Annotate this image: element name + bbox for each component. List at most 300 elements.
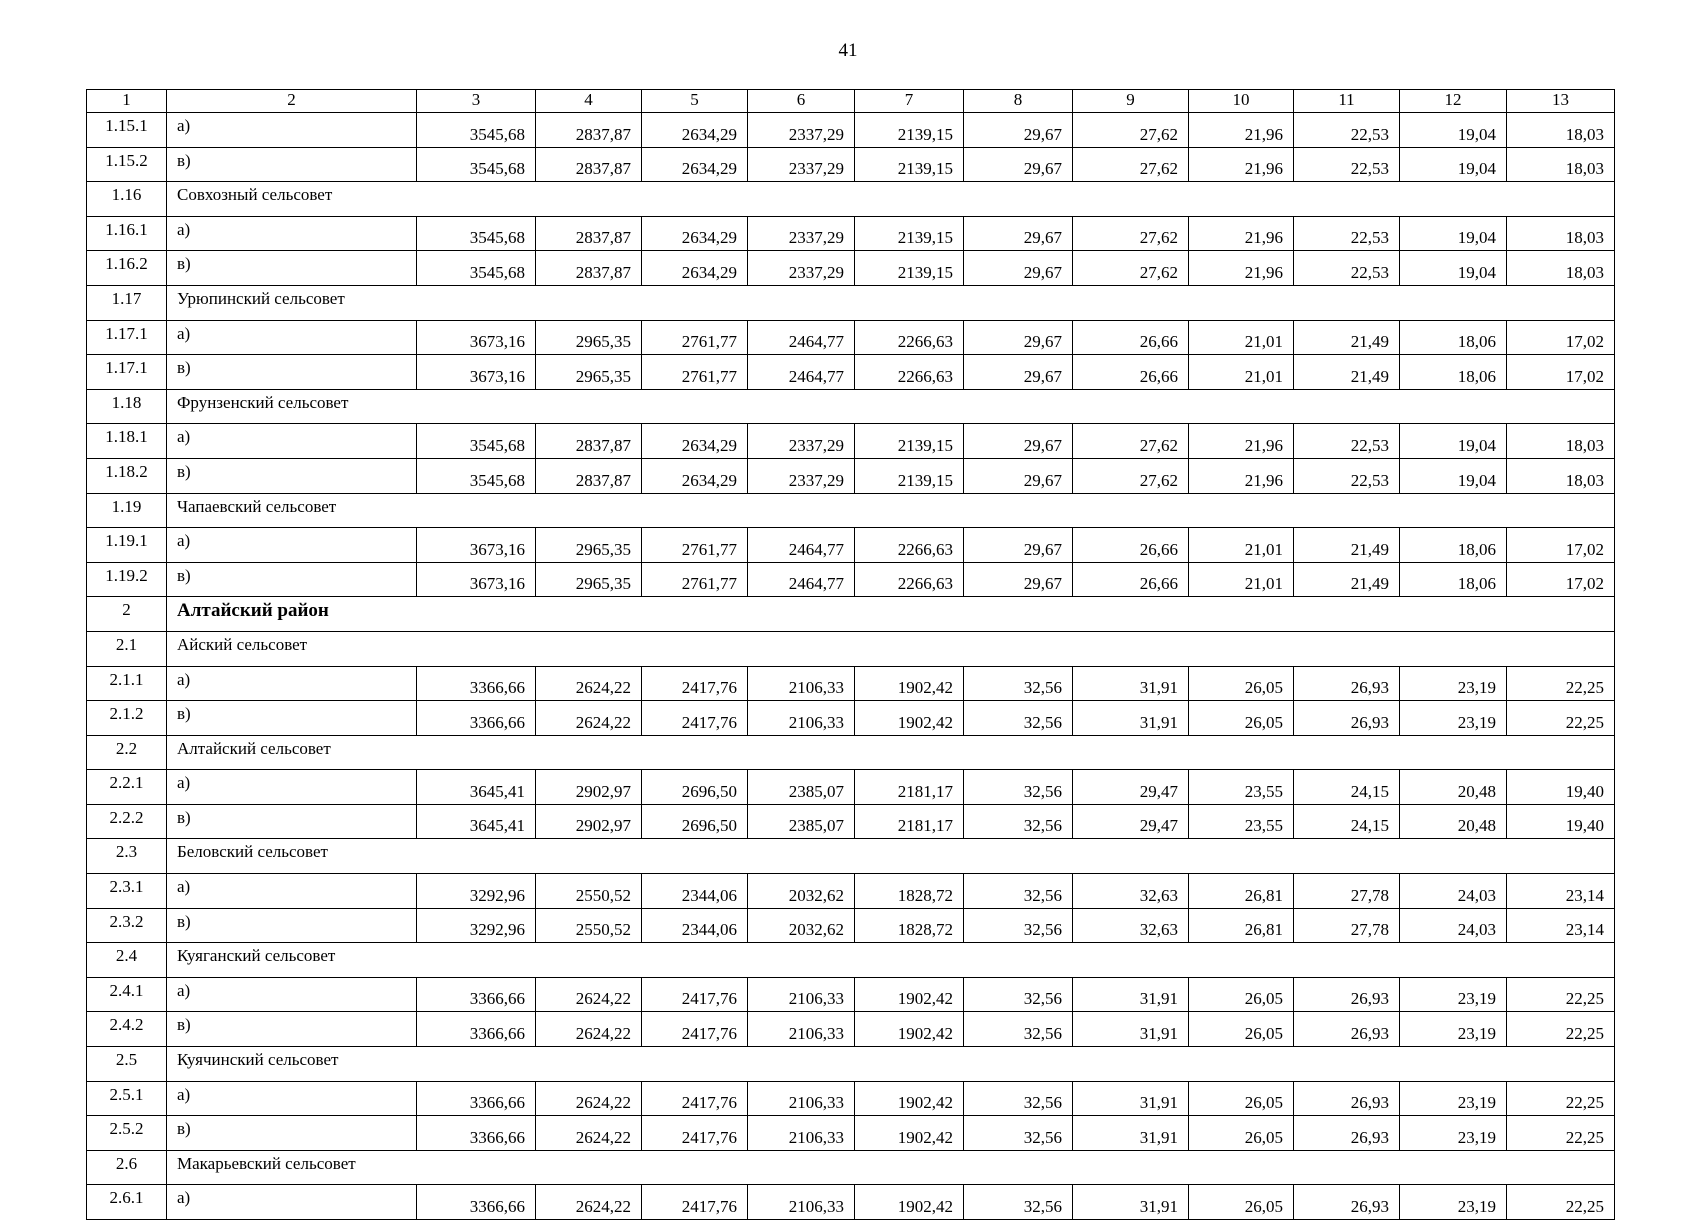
- table-row: [87, 251, 1615, 286]
- value-cell: 2417,76: [642, 666, 748, 701]
- value-cell: 32,56: [964, 1185, 1073, 1220]
- table-row: [87, 528, 1615, 563]
- column-number-header: 8: [964, 90, 1073, 113]
- value-cell: 27,62: [1073, 458, 1189, 493]
- row-subitem-label: а): [167, 424, 417, 459]
- value-cell: 2417,76: [642, 1185, 748, 1220]
- settlement-name: Макарьевский сельсовет: [167, 1150, 1615, 1185]
- row-code: 2.5: [87, 1047, 167, 1082]
- value-cell: 22,25: [1507, 977, 1615, 1012]
- tariff-table: [86, 89, 1615, 1220]
- value-cell: 2385,07: [748, 804, 855, 839]
- settlement-row: [87, 943, 1615, 978]
- value-cell: 3545,68: [417, 147, 536, 182]
- value-cell: 32,56: [964, 874, 1073, 909]
- row-code: 1.16: [87, 182, 167, 217]
- value-cell: 19,04: [1400, 147, 1507, 182]
- value-cell: 3673,16: [417, 320, 536, 355]
- value-cell: 29,67: [964, 528, 1073, 563]
- value-cell: 2181,17: [855, 770, 964, 805]
- value-cell: 23,19: [1400, 1081, 1507, 1116]
- value-cell: 2464,77: [748, 355, 855, 390]
- value-cell: 18,06: [1400, 528, 1507, 563]
- row-code: 1.17: [87, 285, 167, 320]
- row-code: 1.19.2: [87, 562, 167, 597]
- value-cell: 2417,76: [642, 1116, 748, 1151]
- table-row: [87, 1116, 1615, 1151]
- value-cell: 21,96: [1189, 113, 1294, 148]
- value-cell: 2624,22: [536, 701, 642, 736]
- value-cell: 2761,77: [642, 320, 748, 355]
- value-cell: 2139,15: [855, 424, 964, 459]
- value-cell: 29,67: [964, 320, 1073, 355]
- value-cell: 19,40: [1507, 804, 1615, 839]
- value-cell: 21,96: [1189, 424, 1294, 459]
- value-cell: 2266,63: [855, 562, 964, 597]
- value-cell: 3645,41: [417, 804, 536, 839]
- row-code: 2.6: [87, 1150, 167, 1185]
- row-code: 1.15.2: [87, 147, 167, 182]
- value-cell: 26,05: [1189, 701, 1294, 736]
- value-cell: 26,05: [1189, 666, 1294, 701]
- value-cell: 32,56: [964, 1081, 1073, 1116]
- value-cell: 2417,76: [642, 701, 748, 736]
- value-cell: 29,67: [964, 458, 1073, 493]
- settlement-row: [87, 182, 1615, 217]
- value-cell: 32,63: [1073, 908, 1189, 943]
- row-subitem-label: а): [167, 216, 417, 251]
- settlement-name: Беловский сельсовет: [167, 839, 1615, 874]
- value-cell: 32,56: [964, 666, 1073, 701]
- row-code: 2.4.2: [87, 1012, 167, 1047]
- value-cell: 2634,29: [642, 216, 748, 251]
- value-cell: 2106,33: [748, 977, 855, 1012]
- table-row: [87, 666, 1615, 701]
- value-cell: 2417,76: [642, 1012, 748, 1047]
- value-cell: 26,81: [1189, 874, 1294, 909]
- value-cell: 32,56: [964, 1012, 1073, 1047]
- value-cell: 1902,42: [855, 1081, 964, 1116]
- value-cell: 2417,76: [642, 1081, 748, 1116]
- value-cell: 2139,15: [855, 113, 964, 148]
- value-cell: 2634,29: [642, 147, 748, 182]
- value-cell: 22,53: [1294, 216, 1400, 251]
- settlement-row: [87, 493, 1615, 528]
- row-subitem-label: а): [167, 666, 417, 701]
- value-cell: 1828,72: [855, 874, 964, 909]
- row-code: 1.15.1: [87, 113, 167, 148]
- value-cell: 18,06: [1400, 355, 1507, 390]
- value-cell: 2344,06: [642, 874, 748, 909]
- table-row: [87, 458, 1615, 493]
- row-subitem-label: в): [167, 701, 417, 736]
- value-cell: 2139,15: [855, 216, 964, 251]
- value-cell: 18,03: [1507, 251, 1615, 286]
- row-code: 1.19.1: [87, 528, 167, 563]
- value-cell: 2550,52: [536, 908, 642, 943]
- value-cell: 23,55: [1189, 770, 1294, 805]
- value-cell: 2761,77: [642, 355, 748, 390]
- value-cell: 26,66: [1073, 528, 1189, 563]
- value-cell: 1902,42: [855, 1116, 964, 1151]
- value-cell: 2139,15: [855, 458, 964, 493]
- row-subitem-label: а): [167, 320, 417, 355]
- row-subitem-label: в): [167, 1012, 417, 1047]
- value-cell: 22,53: [1294, 251, 1400, 286]
- row-subitem-label: в): [167, 355, 417, 390]
- table-row: [87, 1081, 1615, 1116]
- value-cell: 3545,68: [417, 424, 536, 459]
- value-cell: 31,91: [1073, 1116, 1189, 1151]
- value-cell: 1902,42: [855, 666, 964, 701]
- row-subitem-label: а): [167, 113, 417, 148]
- value-cell: 29,67: [964, 562, 1073, 597]
- value-cell: 2634,29: [642, 113, 748, 148]
- value-cell: 2624,22: [536, 1081, 642, 1116]
- value-cell: 3545,68: [417, 216, 536, 251]
- value-cell: 21,96: [1189, 147, 1294, 182]
- table-row: [87, 701, 1615, 736]
- row-code: 2.1.2: [87, 701, 167, 736]
- value-cell: 2761,77: [642, 562, 748, 597]
- value-cell: 26,05: [1189, 1012, 1294, 1047]
- row-subitem-label: в): [167, 458, 417, 493]
- value-cell: 23,55: [1189, 804, 1294, 839]
- value-cell: 31,91: [1073, 1185, 1189, 1220]
- value-cell: 26,93: [1294, 701, 1400, 736]
- value-cell: 2837,87: [536, 251, 642, 286]
- settlement-row: [87, 839, 1615, 874]
- table-row: [87, 770, 1615, 805]
- row-code: 2.5.2: [87, 1116, 167, 1151]
- value-cell: 2837,87: [536, 458, 642, 493]
- settlement-name: Куячинский сельсовет: [167, 1047, 1615, 1082]
- value-cell: 26,66: [1073, 562, 1189, 597]
- value-cell: 27,78: [1294, 908, 1400, 943]
- value-cell: 26,05: [1189, 1185, 1294, 1220]
- value-cell: 1902,42: [855, 701, 964, 736]
- settlement-name: Фрунзенский сельсовет: [167, 389, 1615, 424]
- value-cell: 2550,52: [536, 874, 642, 909]
- row-code: 1.19: [87, 493, 167, 528]
- value-cell: 2032,62: [748, 874, 855, 909]
- value-cell: 23,19: [1400, 977, 1507, 1012]
- row-code: 1.18.1: [87, 424, 167, 459]
- value-cell: 2634,29: [642, 458, 748, 493]
- value-cell: 2902,97: [536, 804, 642, 839]
- value-cell: 20,48: [1400, 770, 1507, 805]
- value-cell: 31,91: [1073, 1081, 1189, 1116]
- value-cell: 26,66: [1073, 320, 1189, 355]
- value-cell: 23,19: [1400, 1012, 1507, 1047]
- value-cell: 2385,07: [748, 770, 855, 805]
- value-cell: 22,25: [1507, 1081, 1615, 1116]
- table-row: [87, 804, 1615, 839]
- value-cell: 1902,42: [855, 977, 964, 1012]
- value-cell: 32,63: [1073, 874, 1189, 909]
- value-cell: 31,91: [1073, 666, 1189, 701]
- value-cell: 27,62: [1073, 147, 1189, 182]
- row-subitem-label: в): [167, 804, 417, 839]
- row-code: 2.4: [87, 943, 167, 978]
- value-cell: 22,53: [1294, 113, 1400, 148]
- value-cell: 1902,42: [855, 1012, 964, 1047]
- settlement-row: [87, 735, 1615, 770]
- value-cell: 29,47: [1073, 804, 1189, 839]
- value-cell: 31,91: [1073, 977, 1189, 1012]
- value-cell: 21,01: [1189, 528, 1294, 563]
- row-code: 2.6.1: [87, 1185, 167, 1220]
- value-cell: 2696,50: [642, 804, 748, 839]
- table-row: [87, 1185, 1615, 1220]
- value-cell: 2344,06: [642, 908, 748, 943]
- row-subitem-label: а): [167, 874, 417, 909]
- settlement-row: [87, 1150, 1615, 1185]
- value-cell: 19,04: [1400, 424, 1507, 459]
- value-cell: 22,53: [1294, 458, 1400, 493]
- value-cell: 2337,29: [748, 251, 855, 286]
- value-cell: 21,01: [1189, 355, 1294, 390]
- row-subitem-label: в): [167, 251, 417, 286]
- table-row: [87, 216, 1615, 251]
- value-cell: 18,03: [1507, 216, 1615, 251]
- value-cell: 2337,29: [748, 424, 855, 459]
- value-cell: 20,48: [1400, 804, 1507, 839]
- value-cell: 22,53: [1294, 424, 1400, 459]
- value-cell: 18,06: [1400, 320, 1507, 355]
- value-cell: 1828,72: [855, 908, 964, 943]
- value-cell: 3292,96: [417, 908, 536, 943]
- value-cell: 19,40: [1507, 770, 1615, 805]
- value-cell: 2624,22: [536, 666, 642, 701]
- row-code: 2.2.2: [87, 804, 167, 839]
- row-code: 1.18: [87, 389, 167, 424]
- value-cell: 21,01: [1189, 320, 1294, 355]
- value-cell: 2337,29: [748, 147, 855, 182]
- value-cell: 3673,16: [417, 355, 536, 390]
- value-cell: 26,81: [1189, 908, 1294, 943]
- value-cell: 18,03: [1507, 147, 1615, 182]
- column-number-header: 5: [642, 90, 748, 113]
- value-cell: 2464,77: [748, 562, 855, 597]
- value-cell: 24,03: [1400, 908, 1507, 943]
- value-cell: 2106,33: [748, 1081, 855, 1116]
- settlement-name: Совхозный сельсовет: [167, 182, 1615, 217]
- value-cell: 24,15: [1294, 770, 1400, 805]
- value-cell: 26,05: [1189, 1081, 1294, 1116]
- value-cell: 32,56: [964, 701, 1073, 736]
- settlement-name: Алтайский сельсовет: [167, 735, 1615, 770]
- value-cell: 29,67: [964, 424, 1073, 459]
- row-code: 2.1: [87, 631, 167, 666]
- row-code: 1.16.1: [87, 216, 167, 251]
- row-code: 1.17.1: [87, 355, 167, 390]
- value-cell: 24,03: [1400, 874, 1507, 909]
- table-row: [87, 977, 1615, 1012]
- value-cell: 2464,77: [748, 528, 855, 563]
- district-name: Алтайский район: [167, 597, 1615, 632]
- page-number: 41: [838, 40, 858, 61]
- row-code: 2.3.1: [87, 874, 167, 909]
- value-cell: 27,62: [1073, 113, 1189, 148]
- value-cell: 29,67: [964, 216, 1073, 251]
- value-cell: 2837,87: [536, 113, 642, 148]
- row-code: 1.18.2: [87, 458, 167, 493]
- value-cell: 2139,15: [855, 147, 964, 182]
- table-row: [87, 1012, 1615, 1047]
- value-cell: 19,04: [1400, 251, 1507, 286]
- value-cell: 32,56: [964, 804, 1073, 839]
- value-cell: 2634,29: [642, 424, 748, 459]
- value-cell: 2624,22: [536, 1185, 642, 1220]
- row-code: 2.4.1: [87, 977, 167, 1012]
- value-cell: 2624,22: [536, 977, 642, 1012]
- value-cell: 31,91: [1073, 701, 1189, 736]
- value-cell: 29,47: [1073, 770, 1189, 805]
- row-code: 2.3: [87, 839, 167, 874]
- value-cell: 3645,41: [417, 770, 536, 805]
- settlement-row: [87, 285, 1615, 320]
- value-cell: 2139,15: [855, 251, 964, 286]
- value-cell: 22,25: [1507, 701, 1615, 736]
- value-cell: 2181,17: [855, 804, 964, 839]
- value-cell: 2337,29: [748, 216, 855, 251]
- table-row: [87, 147, 1615, 182]
- row-subitem-label: в): [167, 562, 417, 597]
- value-cell: 3366,66: [417, 666, 536, 701]
- row-code: 2.2: [87, 735, 167, 770]
- district-row: [87, 597, 1615, 632]
- value-cell: 32,56: [964, 977, 1073, 1012]
- value-cell: 3673,16: [417, 528, 536, 563]
- settlement-row: [87, 631, 1615, 666]
- value-cell: 3366,66: [417, 1081, 536, 1116]
- value-cell: 26,05: [1189, 977, 1294, 1012]
- value-cell: 2965,35: [536, 528, 642, 563]
- value-cell: 2837,87: [536, 424, 642, 459]
- value-cell: 2624,22: [536, 1116, 642, 1151]
- column-number-header: 7: [855, 90, 964, 113]
- column-number-header: 13: [1507, 90, 1615, 113]
- value-cell: 26,93: [1294, 1012, 1400, 1047]
- value-cell: 29,67: [964, 113, 1073, 148]
- value-cell: 26,93: [1294, 1185, 1400, 1220]
- value-cell: 21,49: [1294, 355, 1400, 390]
- value-cell: 2106,33: [748, 1116, 855, 1151]
- table-row: [87, 874, 1615, 909]
- value-cell: 2266,63: [855, 320, 964, 355]
- value-cell: 3366,66: [417, 1116, 536, 1151]
- value-cell: 29,67: [964, 251, 1073, 286]
- column-number-header: 10: [1189, 90, 1294, 113]
- value-cell: 26,05: [1189, 1116, 1294, 1151]
- value-cell: 27,62: [1073, 424, 1189, 459]
- value-cell: 27,62: [1073, 251, 1189, 286]
- value-cell: 26,93: [1294, 1116, 1400, 1151]
- value-cell: 19,04: [1400, 458, 1507, 493]
- value-cell: 21,49: [1294, 320, 1400, 355]
- value-cell: 17,02: [1507, 355, 1615, 390]
- value-cell: 2965,35: [536, 562, 642, 597]
- value-cell: 3366,66: [417, 701, 536, 736]
- value-cell: 19,04: [1400, 216, 1507, 251]
- value-cell: 2761,77: [642, 528, 748, 563]
- value-cell: 22,25: [1507, 666, 1615, 701]
- value-cell: 3673,16: [417, 562, 536, 597]
- value-cell: 2965,35: [536, 320, 642, 355]
- value-cell: 26,66: [1073, 355, 1189, 390]
- value-cell: 26,93: [1294, 977, 1400, 1012]
- value-cell: 32,56: [964, 770, 1073, 805]
- value-cell: 21,96: [1189, 216, 1294, 251]
- value-cell: 17,02: [1507, 528, 1615, 563]
- value-cell: 2417,76: [642, 977, 748, 1012]
- value-cell: 3545,68: [417, 113, 536, 148]
- column-number-header-row: [87, 90, 1615, 113]
- value-cell: 2464,77: [748, 320, 855, 355]
- value-cell: 2032,62: [748, 908, 855, 943]
- value-cell: 21,96: [1189, 251, 1294, 286]
- value-cell: 21,49: [1294, 528, 1400, 563]
- value-cell: 2266,63: [855, 355, 964, 390]
- row-code: 1.16.2: [87, 251, 167, 286]
- column-number-header: 1: [87, 90, 167, 113]
- value-cell: 32,56: [964, 1116, 1073, 1151]
- column-number-header: 6: [748, 90, 855, 113]
- value-cell: 3366,66: [417, 1012, 536, 1047]
- row-code: 1.17.1: [87, 320, 167, 355]
- value-cell: 21,01: [1189, 562, 1294, 597]
- value-cell: 2634,29: [642, 251, 748, 286]
- value-cell: 2837,87: [536, 216, 642, 251]
- value-cell: 2965,35: [536, 355, 642, 390]
- settlement-name: Куяганский сельсовет: [167, 943, 1615, 978]
- value-cell: 23,19: [1400, 666, 1507, 701]
- value-cell: 24,15: [1294, 804, 1400, 839]
- table-row: [87, 424, 1615, 459]
- row-code: 2.1.1: [87, 666, 167, 701]
- value-cell: 19,04: [1400, 113, 1507, 148]
- row-subitem-label: а): [167, 1185, 417, 1220]
- value-cell: 21,96: [1189, 458, 1294, 493]
- value-cell: 18,03: [1507, 113, 1615, 148]
- column-number-header: 9: [1073, 90, 1189, 113]
- row-code: 2.3.2: [87, 908, 167, 943]
- value-cell: 26,93: [1294, 1081, 1400, 1116]
- value-cell: 17,02: [1507, 562, 1615, 597]
- value-cell: 3366,66: [417, 977, 536, 1012]
- value-cell: 29,67: [964, 355, 1073, 390]
- table-row: [87, 355, 1615, 390]
- value-cell: 3545,68: [417, 458, 536, 493]
- value-cell: 22,25: [1507, 1012, 1615, 1047]
- value-cell: 27,78: [1294, 874, 1400, 909]
- value-cell: 22,53: [1294, 147, 1400, 182]
- value-cell: 23,14: [1507, 908, 1615, 943]
- value-cell: 2837,87: [536, 147, 642, 182]
- value-cell: 2266,63: [855, 528, 964, 563]
- value-cell: 2106,33: [748, 1185, 855, 1220]
- column-number-header: 4: [536, 90, 642, 113]
- column-number-header: 3: [417, 90, 536, 113]
- table-row: [87, 908, 1615, 943]
- column-number-header: 12: [1400, 90, 1507, 113]
- value-cell: 23,14: [1507, 874, 1615, 909]
- value-cell: 2337,29: [748, 113, 855, 148]
- value-cell: 23,19: [1400, 1185, 1507, 1220]
- row-code: 2.5.1: [87, 1081, 167, 1116]
- row-subitem-label: а): [167, 977, 417, 1012]
